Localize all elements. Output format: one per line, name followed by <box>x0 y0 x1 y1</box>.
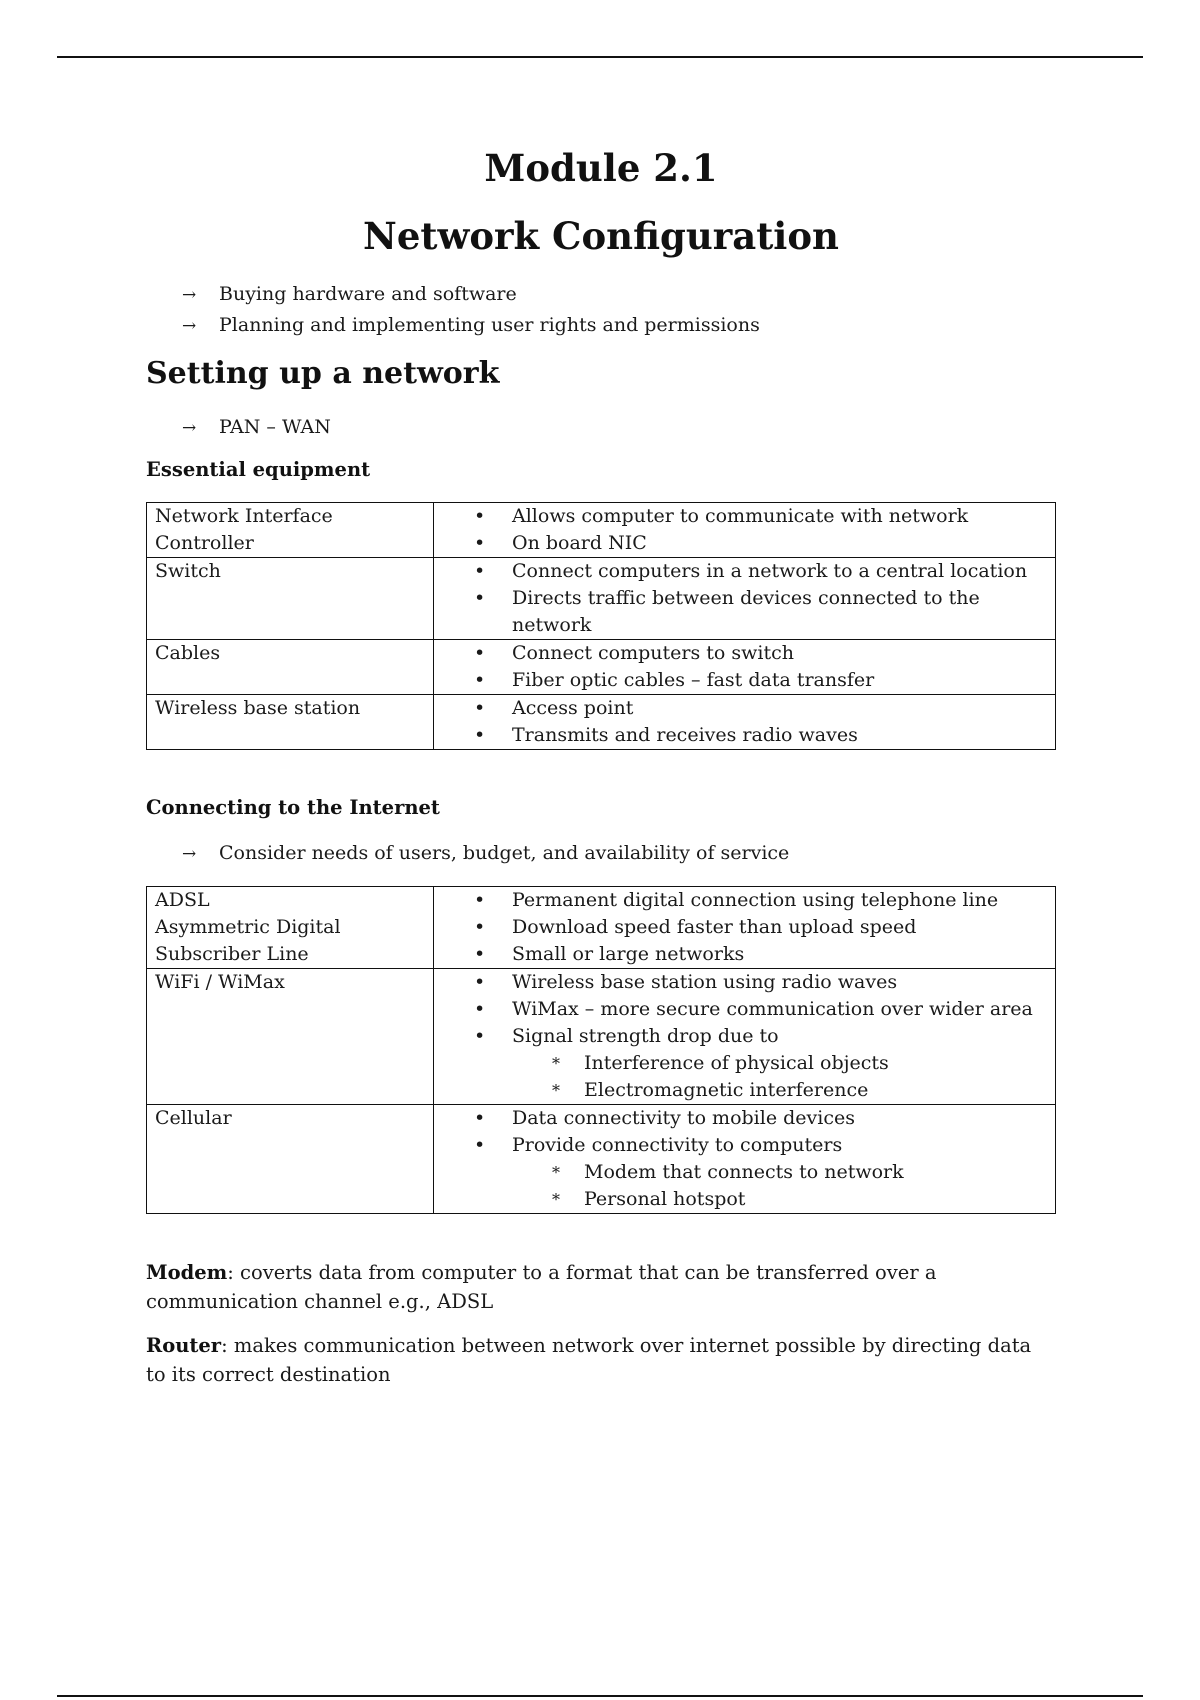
table-cell-desc: • Allows computer to communicate with network • On board NIC <box>434 503 1056 558</box>
table-cell-desc: • Permanent digital connection using telephone line • Download speed faster than upload speed • Small or large networks <box>434 887 1056 969</box>
table-cell-desc: • Access point • Transmits and receives radio waves <box>434 695 1056 750</box>
table-cell-term: Switch <box>147 558 434 640</box>
table-cell-desc: • Data connectivity to mobile devices • Provide connectivity to computers * Modem that connects to network * Personal hotspot <box>434 1105 1056 1214</box>
table-row <box>147 695 1056 750</box>
table-row <box>147 969 1056 1105</box>
arrow-right-icon: → <box>182 285 197 305</box>
internet-table <box>146 886 1056 1214</box>
table-cell-desc: • Connect computers to switch • Fiber optic cables – fast data transfer <box>434 640 1056 695</box>
definition-modem: Modem: coverts data from computer to a format that can be transferred over a communication channel e.g., ADSL <box>146 1261 937 1313</box>
list-item: → Buying hardware and software <box>182 279 760 310</box>
table-cell-term: WiFi / WiMax <box>147 969 434 1105</box>
list-item: → PAN – WAN <box>182 412 331 443</box>
table-cell-term: Cellular <box>147 1105 434 1214</box>
setup-list <box>182 412 331 443</box>
table-row <box>147 640 1056 695</box>
table-row <box>147 887 1056 969</box>
table-cell-term: ADSL Asymmetric Digital Subscriber Line <box>147 887 434 969</box>
list-item: → Planning and implementing user rights and permissions <box>182 310 760 341</box>
intro-list <box>182 279 760 341</box>
table-cell-term: Wireless base station <box>147 695 434 750</box>
equipment-table <box>146 502 1056 750</box>
footer-rule <box>57 1695 1143 1697</box>
arrow-right-icon: → <box>182 844 197 864</box>
table-row <box>147 1105 1056 1214</box>
header-rule <box>57 56 1143 58</box>
subheading-equipment: Essential equipment <box>146 458 371 481</box>
table-cell-desc: • Connect computers in a network to a central location • Directs traffic between devices connected to the network <box>434 558 1056 640</box>
page-subtitle: Network Configuration <box>363 214 839 258</box>
page-title: Module 2.1 <box>484 146 718 190</box>
list-item: → Consider needs of users, budget, and availability of service <box>182 838 789 869</box>
table-row <box>147 503 1056 558</box>
table-row <box>147 558 1056 640</box>
arrow-right-icon: → <box>182 418 197 438</box>
table-cell-term: Network Interface Controller <box>147 503 434 558</box>
arrow-right-icon: → <box>182 316 197 336</box>
section-heading-setup: Setting up a network <box>146 356 500 391</box>
internet-list <box>182 838 789 869</box>
subheading-internet: Connecting to the Internet <box>146 796 440 819</box>
definition-router: Router: makes communication between network over internet possible by directing data to its correct destination <box>146 1334 1032 1386</box>
table-cell-term: Cables <box>147 640 434 695</box>
table-cell-desc: • Wireless base station using radio waves • WiMax – more secure communication over wider area • Signal strength drop due to * Interference of physical objects * Electromagnetic interference <box>434 969 1056 1105</box>
